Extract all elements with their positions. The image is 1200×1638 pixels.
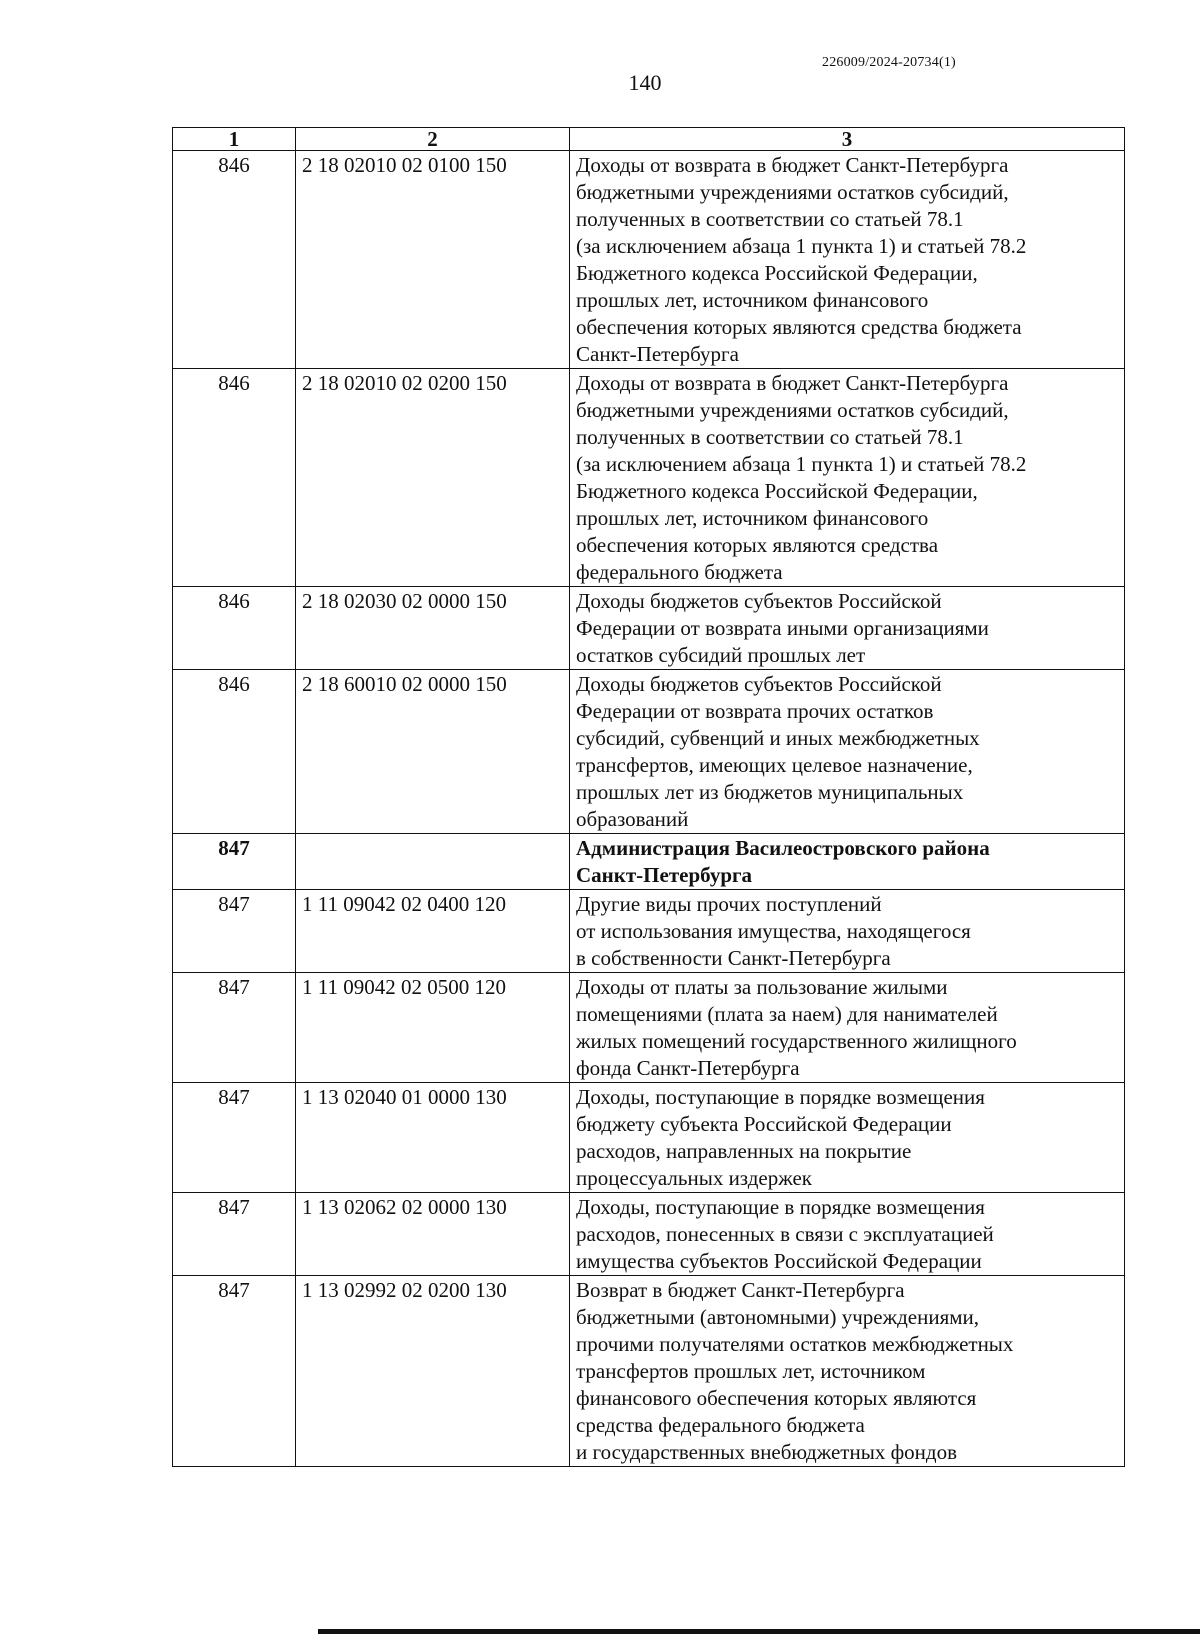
description-cell: Доходы бюджетов субъектов Российской Федерации от возврата иными организациями остатков субсидий прошлых лет — [570, 587, 1125, 670]
administrator-code-cell: 847 — [173, 973, 296, 1083]
budget-code-cell — [296, 834, 570, 890]
table-row — [173, 369, 1125, 587]
administrator-code-cell: 846 — [173, 151, 296, 369]
table-row — [173, 1276, 1125, 1467]
description-cell: Доходы, поступающие в порядке возмещения расходов, понесенных в связи с эксплуатацией имущества субъектов Российской Федерации — [570, 1193, 1125, 1276]
budget-code-cell: 1 11 09042 02 0400 120 — [296, 890, 570, 973]
table-row — [173, 151, 1125, 369]
budget-code-cell: 2 18 02030 02 0000 150 — [296, 587, 570, 670]
administrator-code-cell: 847 — [173, 834, 296, 890]
administrator-code-cell: 846 — [173, 587, 296, 670]
table-row — [173, 1193, 1125, 1276]
description-cell: Доходы от возврата в бюджет Санкт-Петербурга бюджетными учреждениями остатков субсидий, полученных в соответствии со статьей 78.1 (за исключением абзаца 1 пункта 1) и статьей 78.2 Бюджетного кодекса Российской Федерации, прошлых лет, источником финансового обеспечения которых являются средства бюджета Санкт-Петербурга — [570, 151, 1125, 369]
column-header-3: 3 — [570, 128, 1125, 151]
description-cell: Администрация Василеостровского района Санкт-Петербурга — [570, 834, 1125, 890]
table-row — [173, 587, 1125, 670]
column-header-2: 2 — [296, 128, 570, 151]
table-row — [173, 670, 1125, 834]
description-cell: Доходы от платы за пользование жилыми помещениями (плата за наем) для нанимателей жилых помещений государственного жилищного фонда Санкт-Петербурга — [570, 973, 1125, 1083]
table-row — [173, 1083, 1125, 1193]
budget-code-cell: 2 18 02010 02 0100 150 — [296, 151, 570, 369]
budget-code-cell: 1 11 09042 02 0500 120 — [296, 973, 570, 1083]
table-section-row — [173, 834, 1125, 890]
description-cell: Другие виды прочих поступлений от использования имущества, находящегося в собственности Санкт-Петербурга — [570, 890, 1125, 973]
budget-code-cell: 2 18 60010 02 0000 150 — [296, 670, 570, 834]
description-cell: Доходы бюджетов субъектов Российской Федерации от возврата прочих остатков субсидий, субвенций и иных межбюджетных трансфертов, имеющих целевое назначение, прошлых лет из бюджетов муниципальных образований — [570, 670, 1125, 834]
column-header-1: 1 — [173, 128, 296, 151]
administrator-code-cell: 847 — [173, 1276, 296, 1467]
table-row — [173, 890, 1125, 973]
description-cell: Доходы, поступающие в порядке возмещения бюджету субъекта Российской Федерации расходов, направленных на покрытие процессуальных издержек — [570, 1083, 1125, 1193]
table-header-row — [173, 128, 1125, 151]
document-registration-number: 226009/2024-20734(1) — [822, 55, 956, 70]
budget-code-cell: 1 13 02040 01 0000 130 — [296, 1083, 570, 1193]
budget-code-cell: 1 13 02062 02 0000 130 — [296, 1193, 570, 1276]
administrator-code-cell: 847 — [173, 1193, 296, 1276]
page-number: 140 — [628, 70, 662, 95]
budget-code-cell: 2 18 02010 02 0200 150 — [296, 369, 570, 587]
administrator-code-cell: 846 — [173, 369, 296, 587]
administrator-code-cell: 846 — [173, 670, 296, 834]
administrator-code-cell: 847 — [173, 1083, 296, 1193]
bottom-divider — [318, 1629, 1200, 1634]
description-cell: Возврат в бюджет Санкт-Петербурга бюджетными (автономными) учреждениями, прочими получателями остатков межбюджетных трансфертов прошлых лет, источником финансового обеспечения которых являются средства федерального бюджета и государственных внебюджетных фондов — [570, 1276, 1125, 1467]
table-body — [173, 151, 1125, 1467]
budget-classification-table — [172, 127, 1125, 1467]
administrator-code-cell: 847 — [173, 890, 296, 973]
description-cell: Доходы от возврата в бюджет Санкт-Петербурга бюджетными учреждениями остатков субсидий, полученных в соответствии со статьей 78.1 (за исключением абзаца 1 пункта 1) и статьей 78.2 Бюджетного кодекса Российской Федерации, прошлых лет, источником финансового обеспечения которых являются средства федерального бюджета — [570, 369, 1125, 587]
budget-code-cell: 1 13 02992 02 0200 130 — [296, 1276, 570, 1467]
table-row — [173, 973, 1125, 1083]
